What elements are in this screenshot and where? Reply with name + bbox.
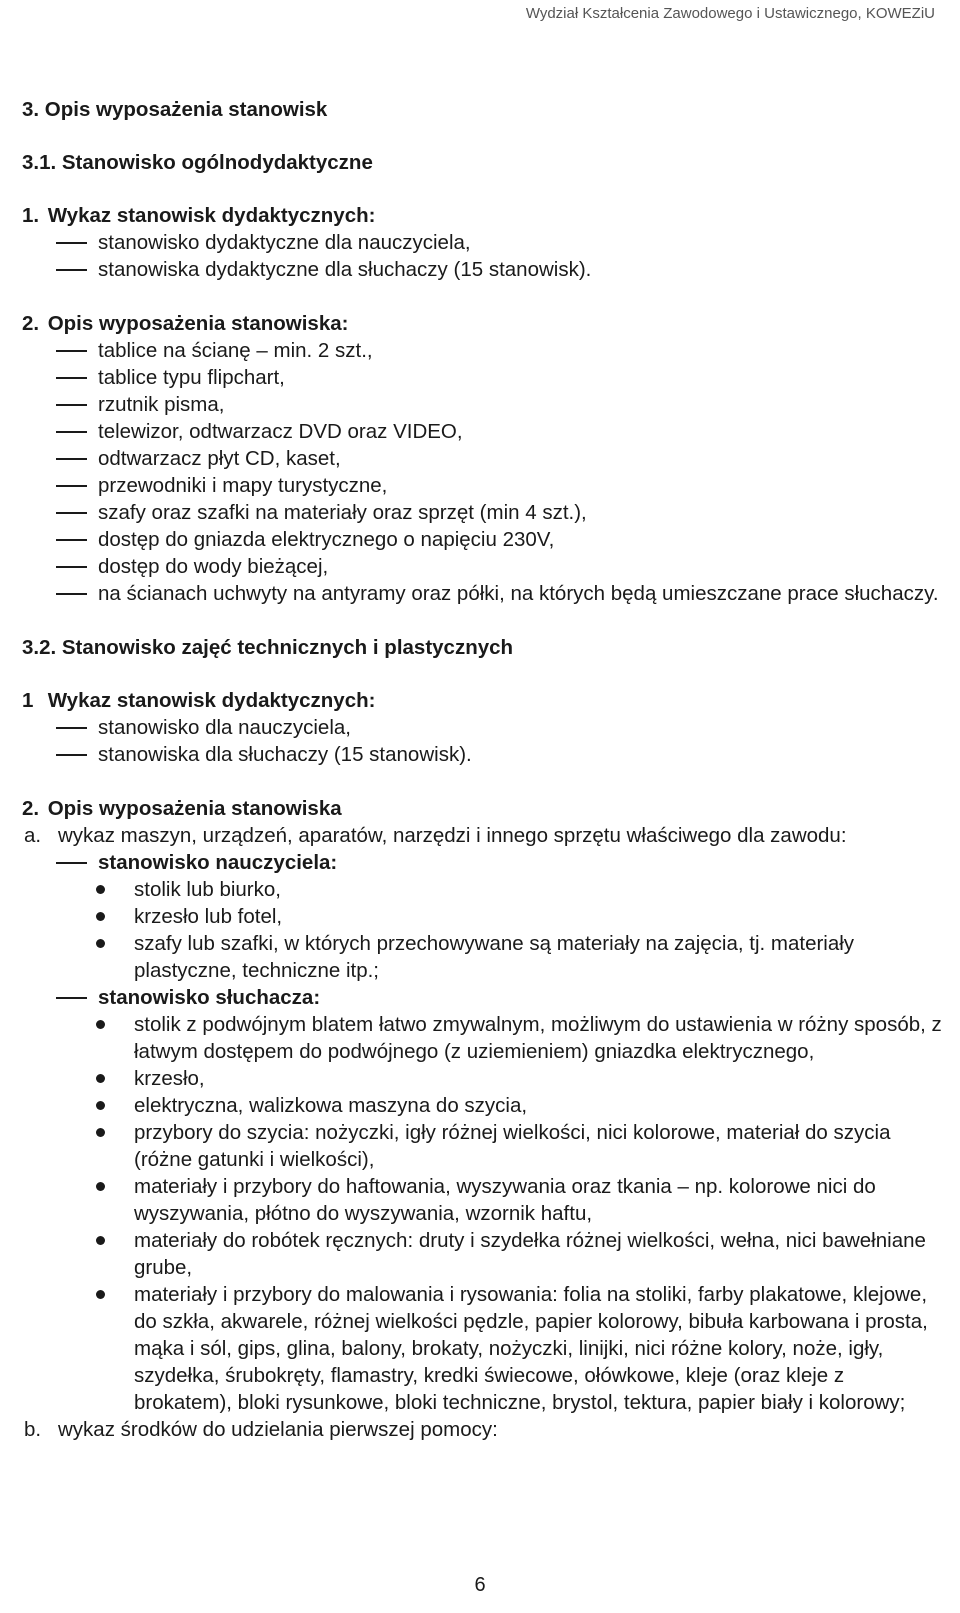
bullet-list-teacher (22, 876, 942, 984)
bullet-item: elektryczna, walizkowa maszyna do szycia, (22, 1092, 942, 1119)
list-item: stanowiska dydaktyczne dla słuchaczy (15 stanowisk). (22, 256, 942, 283)
list-item: telewizor, odtwarzacz DVD oraz VIDEO, (22, 418, 942, 445)
list-item: stanowisko dydaktyczne dla nauczyciela, (22, 229, 942, 256)
bullet-list-student (22, 1011, 942, 1416)
subsection-heading-3-2: 3.2. Stanowisko zajęć technicznych i plastycznych (22, 636, 514, 659)
subsection-heading-3-1: 3.1. Stanowisko ogólnodydaktyczne (22, 151, 373, 174)
list-number: 2. (22, 312, 40, 335)
document-body (22, 96, 942, 1443)
list-title (22, 202, 942, 229)
list-item: rzutnik pisma, (22, 391, 942, 418)
teacher-station-title: stanowisko nauczyciela: (22, 849, 942, 876)
dash-list (22, 229, 942, 283)
list-opis-wyposazenia-zajec (22, 795, 942, 1443)
list-title-text: Opis wyposażenia stanowiska: (47, 312, 349, 335)
dash-list (22, 714, 942, 768)
list-item: stanowiska dla słuchaczy (15 stanowisk). (22, 741, 942, 768)
list-title (22, 310, 942, 337)
bullet-item: materiały i przybory do malowania i rysowania: folia na stoliki, farby plakatowe, klejowe, do szkła, akwarele, różnej wielkości pędzle, papier kolorowy, bibuła karbowana i prosta, mąka i sól, gips, glina, balony, brokaty, nożyczki, linijki, nici różne kolory, noże, igły, szydełka, śrubokręty, flamastry, kredki świecowe, ołówkowe, kleje (oraz kleje z brokatem), bloki rysunkowe, bloki techniczne, brystol, tektura, papier biały i kolorowy; (22, 1281, 942, 1416)
list-item: stanowisko dla nauczyciela, (22, 714, 942, 741)
dash-list (22, 849, 942, 876)
dash-list (22, 337, 942, 607)
bullet-item: szafy lub szafki, w których przechowywane są materiały na zajęcia, tj. materiały plastyczne, techniczne itp.; (22, 930, 942, 984)
bullet-item: materiały do robótek ręcznych: druty i szydełka różnej wielkości, wełna, nici bawełniane grube, (22, 1227, 942, 1281)
list-title-text: Opis wyposażenia stanowiska (47, 797, 342, 820)
list-stanowiska-zajec (22, 687, 942, 768)
list-number: 2. (22, 797, 40, 820)
letter-item-b (22, 1416, 942, 1443)
list-item: tablice typu flipchart, (22, 364, 942, 391)
list-item: tablice na ścianę – min. 2 szt., (22, 337, 942, 364)
list-item: odtwarzacz płyt CD, kaset, (22, 445, 942, 472)
item-letter: b. (24, 1418, 42, 1441)
list-stanowiska-dydaktyczne (22, 202, 942, 283)
list-title-text: Wykaz stanowisk dydaktycznych: (47, 204, 376, 227)
list-item: przewodniki i mapy turystyczne, (22, 472, 942, 499)
list-number: 1 (22, 689, 34, 712)
bullet-item: krzesło lub fotel, (22, 903, 942, 930)
section-heading: 3. Opis wyposażenia stanowisk (22, 98, 328, 121)
page-header: Wydział Kształcenia Zawodowego i Ustawicznego, KOWEZiU (525, 5, 935, 22)
bullet-item: materiały i przybory do haftowania, wyszywania oraz tkania – np. kolorowe nici do wyszywania, płótno do wyszywania, wzornik haftu, (22, 1173, 942, 1227)
bullet-item: krzesło, (22, 1065, 942, 1092)
list-title (22, 687, 942, 714)
list-item: szafy oraz szafki na materiały oraz sprzęt (min 4 szt.), (22, 499, 942, 526)
list-title (22, 795, 942, 822)
list-number: 1. (22, 204, 40, 227)
list-item: na ścianach uchwyty na antyramy oraz półki, na których będą umieszczane prace słuchaczy. (22, 580, 942, 607)
list-item: dostęp do gniazda elektrycznego o napięciu 230V, (22, 526, 942, 553)
letter-item-a (22, 822, 942, 849)
list-opis-wyposazenia (22, 310, 942, 607)
page-number: 6 (474, 1574, 486, 1596)
student-station-title: stanowisko słuchacza: (22, 984, 942, 1011)
list-title-text: Wykaz stanowisk dydaktycznych: (47, 689, 376, 712)
bullet-item: stolik z podwójnym blatem łatwo zmywalnym, możliwym do ustawienia w różny sposób, z łatwym dostępem do podwójnego (z uziemieniem) gniazdka elektrycznego, (22, 1011, 942, 1065)
item-text: wykaz środków do udzielania pierwszej pomocy: (58, 1418, 498, 1441)
item-letter: a. (24, 824, 42, 847)
list-item: dostęp do wody bieżącej, (22, 553, 942, 580)
bullet-item: stolik lub biurko, (22, 876, 942, 903)
bullet-item: przybory do szycia: nożyczki, igły różnej wielkości, nici kolorowe, materiał do szycia (różne gatunki i wielkości), (22, 1119, 942, 1173)
item-text: wykaz maszyn, urządzeń, aparatów, narzędzi i innego sprzętu właściwego dla zawodu: (58, 824, 847, 847)
dash-list (22, 984, 942, 1011)
